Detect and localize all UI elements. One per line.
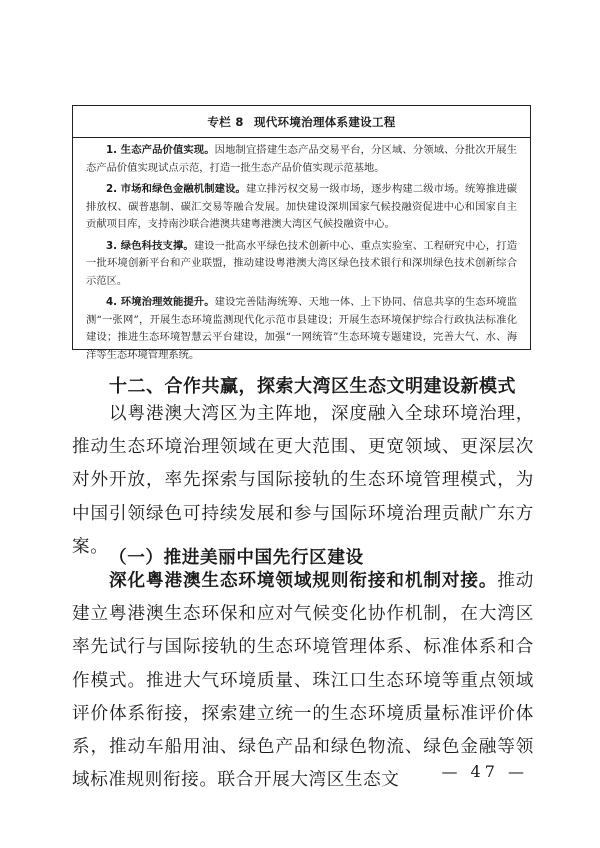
box-item	[86, 238, 517, 291]
box-item-text: 建设一批高水平绿色技术创新中心、重点实验室、工程研究中心，打造一批环境创新平台和产业联盟，推动建设粤港澳大湾区绿色技术银行和深圳绿色技术创新综合示范区。	[86, 239, 517, 287]
body-paragraph-text: 推动建立粤港澳生态环保和应对气候变化协作机制，在大湾区率先试行与国际接轨的生态环境管理体系、标准体系和合作模式。推进大气环境质量、珠江口生态环境等重点领域评价体系衔接，探索建立统一的生态环境质量标准评价体系，推动车船用油、绿色产品和绿色物流、绿色金融等领域标准规则衔接。联合开展大湾区生态文	[72, 571, 534, 791]
subsection-heading: （一）推进美丽中国先行区建设	[109, 548, 364, 568]
box-item-lead: 2. 市场和绿色金融机制建设。	[106, 183, 246, 195]
section-heading: 十二、合作共赢，探索大湾区生态文明建设新模式	[109, 376, 516, 397]
box-title	[86, 114, 517, 130]
box-item	[86, 142, 517, 177]
box-item-lead: 3. 绿色科技支撑。	[106, 239, 194, 252]
box-item	[86, 294, 517, 364]
box-divider	[73, 137, 530, 138]
box-item-lead: 4. 环境治理效能提升。	[106, 296, 215, 308]
intro-paragraph: 以粤港澳大湾区为主阵地，深度融入全球环境治理，推动生态环境治理领域在更大范围、更宽领域、更深层次对外开放，率先探索与国际接轨的生态环境管理模式，为中国引领绿色可持续发展和参与国际环境治理贡献广东方案。	[72, 404, 534, 557]
box-title-prefix: 专栏 8	[207, 115, 244, 129]
box-item-lead: 1. 生态产品价值实现。	[106, 144, 215, 156]
box-item-text: 建立排污权交易一级市场，逐步构建二级市场。统筹推进碳排放权、碳普惠制、碳汇交易等融合发展。加快建设深圳国家气候投融资促进中心和国家自主贡献项目库，支持南沙联合港澳共建粤港澳大湾区气候投融资中心。	[86, 183, 517, 230]
body-paragraph-lead: 深化粤港澳生态环境领域规则衔接和机制对接。	[109, 571, 498, 591]
box-item	[86, 181, 517, 234]
box-title-text: 现代环境治理体系建设工程	[253, 115, 396, 129]
box-item-text: 因地制宜搭建生态产品交易平台，分区域、分领域、分批次开展生态产品价值实现试点示范，打造一批生态产品价值实现示范基地。	[86, 144, 517, 174]
page-number: — 47 —	[441, 762, 528, 781]
feature-box	[72, 105, 531, 361]
box-item-text: 建设完善陆海统筹、天地一体、上下协同、信息共享的生态环境监测“一张网”，开展生态环境监测现代化示范市县建设；开展生态环境保护综合行政执法标准化建设；推进生态环境智慧云平台建设，加强“一网统管”生态环境专题建设，完善大气、水、海洋等生态环境管理系统。	[86, 296, 517, 361]
